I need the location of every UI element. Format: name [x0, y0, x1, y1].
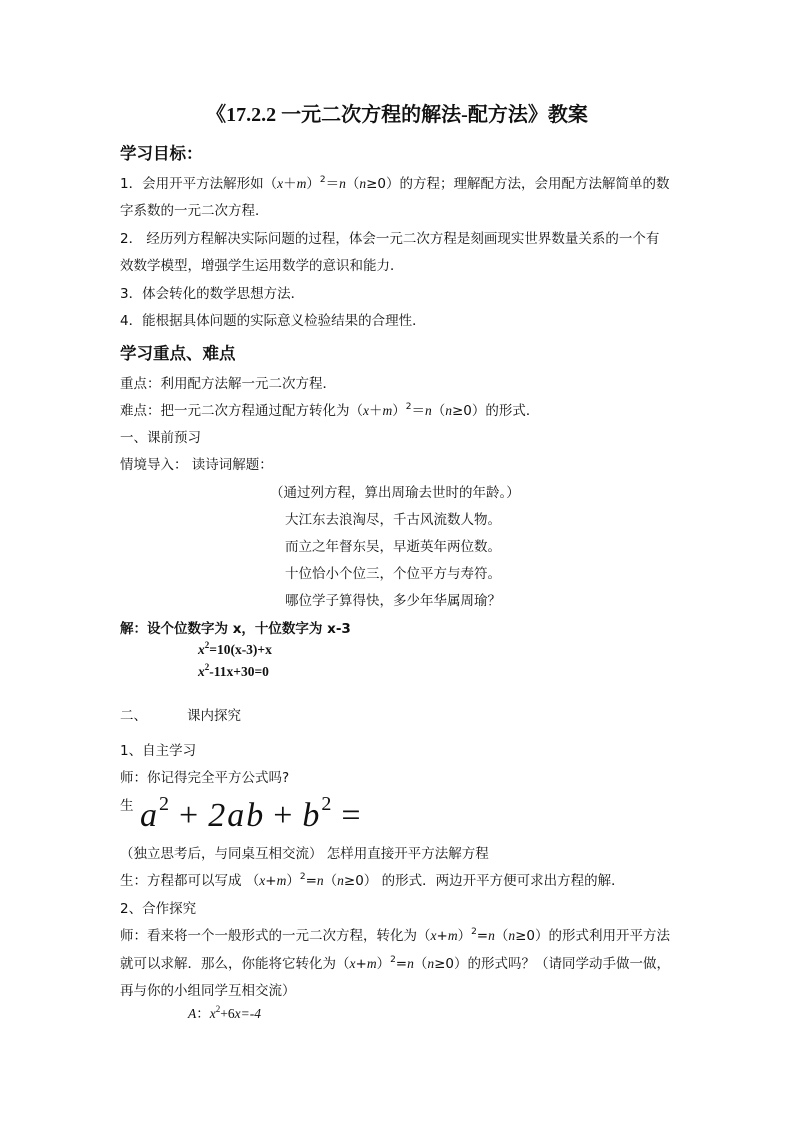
preview-intro: 情境导入： 读诗词解题： — [120, 457, 273, 473]
key-points-heading: 学习重点、难点 — [120, 344, 236, 363]
key-focus: 重点：利用配方法解一元二次方程． — [120, 376, 336, 392]
goal-2-line-1: 2． 经历列方程解决实际问题的过程，体会一元二次方程是刻画现实世界数量关系的一个有 — [120, 231, 660, 247]
goal-2-line-2: 效数学模型，增强学生运用数学的意识和能力． — [120, 258, 404, 274]
coop-line-3: 再与你的小组同学互相交流） — [120, 983, 296, 999]
poem-line-1: 大江东去浪淘尽，千古风流数人物。 — [285, 512, 501, 528]
preview-heading: 一、课前预习 — [120, 430, 201, 446]
goal-1-line-1: 1．会用开平方法解形如$(x+m)^2=n(n\ge 0)$的方程；理解配方法，会用配方法解简单的数 — [120, 175, 670, 192]
student-label: 生 — [120, 798, 134, 814]
poem-line-4: 哪位学子算得快，多少年华属周瑜？ — [285, 593, 501, 609]
coop-line-2: 就可以求解．那么，你能将它转化为$(x+m)^2=n(n\ge 0)$的形式吗？（请同学动手做一做， — [120, 955, 671, 972]
think-prompt: （独立思考后，与同桌互相交流） 怎样用直接开平方法解方程 — [120, 846, 489, 862]
solution-line: 解：设个位数字为 x，十位数字为 x-3 — [120, 621, 351, 637]
goal-3: 3．体会转化的数学思想方法． — [120, 286, 305, 302]
poem-note: （通过列方程，算出周瑜去世时的年龄。） — [270, 485, 520, 501]
poem-line-2: 而立之年督东吴，早逝英年两位数。 — [285, 539, 501, 555]
explore-sub-1: 1、自主学习 — [120, 743, 197, 759]
solution-eq-2: $x^2-11x+30=0$ — [198, 662, 269, 679]
poem-line-3: 十位恰小个位三，个位平方与寿符。 — [285, 566, 501, 582]
explore-sub-2: 2、合作探究 — [120, 901, 197, 917]
coop-line-1: 师：看来将一个一般形式的一元二次方程，转化为$(x+m)^2=n(n\ge 0)$的形式利用开平方法 — [120, 927, 671, 944]
equation-a: A：$x^2+6x=-4$ — [188, 1004, 261, 1021]
student-answer: 生：方程都可以写成 $(x+m)^2=n(n\ge 0)$ 的形式．两边开平方便可求出方程的解． — [120, 872, 625, 889]
goal-4: 4．能根据具体问题的实际意义检验结果的合理性． — [120, 313, 426, 329]
solution-eq-1: $x^2=10(x-3)+x$ — [198, 640, 272, 657]
key-difficulty: 难点：把一元二次方程通过配方转化为$(x+m)^2=n(n\ge 0)$的形式． — [120, 402, 540, 419]
goal-1-line-2: 字系数的一元二次方程． — [120, 203, 269, 219]
explore-heading: 二、 课内探究 — [120, 708, 241, 724]
goals-heading: 学习目标： — [120, 144, 203, 163]
teacher-question: 师：你记得完全平方公式吗? — [120, 770, 290, 786]
document-title: 《17.2.2 一元二次方程的解法-配方法》教案 — [206, 104, 588, 126]
square-formula: $a^2 + 2ab + b^2$ = — [140, 793, 363, 834]
